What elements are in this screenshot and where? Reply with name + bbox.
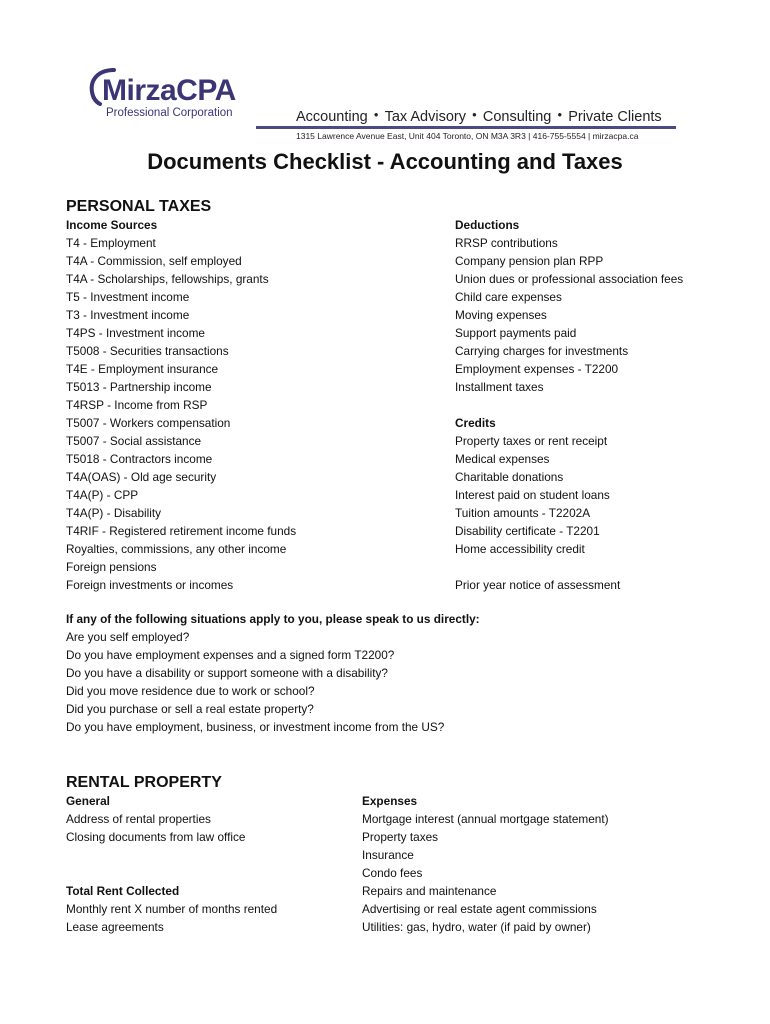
logo-subtitle: Professional Corporation: [106, 107, 233, 119]
deductions-credits-column: [455, 216, 683, 594]
list-item: T4RSP - Income from RSP: [66, 398, 208, 412]
income-sources-list: [66, 216, 296, 594]
rental-expenses-column: [362, 792, 609, 936]
list-item: T4RIF - Registered retirement income funds: [66, 524, 297, 538]
list-item: Utilities: gas, hydro, water (if paid by owner): [362, 920, 591, 934]
list-item: Mortgage interest (annual mortgage statement): [362, 812, 609, 826]
list-item: T5 - Investment income: [66, 290, 190, 304]
list-item: T4PS - Investment income: [66, 326, 205, 340]
list-item: Did you move residence due to work or school?: [66, 684, 315, 698]
list-item: Installment taxes: [455, 380, 544, 394]
list-item: Tuition amounts - T2202A: [455, 506, 591, 520]
spacer: [455, 396, 683, 414]
service-item: Consulting: [482, 109, 552, 125]
service-item: Private Clients: [568, 109, 662, 125]
list-item: RRSP contributions: [455, 236, 558, 250]
list-item: T5007 - Workers compensation: [66, 416, 231, 430]
list-item: Condo fees: [362, 866, 423, 880]
section-heading-rental-property: RENTAL PROPERTY: [66, 774, 222, 791]
list-item: Disability certificate - T2201: [455, 524, 600, 538]
bullet-separator-icon: ●: [557, 110, 563, 119]
list-item: Charitable donations: [455, 470, 564, 484]
logo-name: MirzaCPA: [102, 74, 236, 107]
list-item: T4A - Scholarships, fellowships, grants: [66, 272, 269, 286]
bullet-separator-icon: ●: [373, 110, 379, 119]
spacer: [66, 846, 277, 864]
list-item: Repairs and maintenance: [362, 884, 497, 898]
spacer: [66, 864, 277, 882]
list-item: T4E - Employment insurance: [66, 362, 219, 376]
rental-general-column: [66, 792, 277, 936]
list-item: Support payments paid: [455, 326, 577, 340]
spacer: [455, 558, 683, 576]
expenses-heading: Expenses: [362, 794, 418, 808]
list-item: Moving expenses: [455, 308, 547, 322]
list-item: Interest paid on student loans: [455, 488, 610, 502]
list-item: T5013 - Partnership income: [66, 380, 212, 394]
list-item: T5008 - Securities transactions: [66, 344, 229, 358]
list-item: Company pension plan RPP: [455, 254, 604, 268]
list-item: Are you self employed?: [66, 630, 190, 644]
list-item: Closing documents from law office: [66, 830, 246, 844]
header-divider: [256, 126, 676, 129]
section-heading-personal-taxes: PERSONAL TAXES: [66, 198, 212, 215]
page-title: Documents Checklist - Accounting and Taxes: [147, 149, 623, 174]
list-item: Do you have employment expenses and a signed form T2200?: [66, 648, 395, 662]
list-item: T5007 - Social assistance: [66, 434, 202, 448]
list-item: Royalties, commissions, any other income: [66, 542, 287, 556]
list-item: Employment expenses - T2200: [455, 362, 619, 376]
list-item: Do you have employment, business, or investment income from the US?: [66, 720, 445, 734]
list-item: Address of rental properties: [66, 812, 211, 826]
deductions-heading: Deductions: [455, 218, 520, 232]
list-item: Home accessibility credit: [455, 542, 585, 556]
list-item: Property taxes: [362, 830, 439, 844]
situations-list: [66, 610, 480, 736]
list-item: T4 - Employment: [66, 236, 156, 250]
list-item: Foreign investments or incomes: [66, 578, 234, 592]
list-item: Lease agreements: [66, 920, 164, 934]
list-item: T4A(P) - CPP: [66, 488, 139, 502]
prior-year-item: Prior year notice of assessment: [455, 578, 621, 592]
income-sources-heading: Income Sources: [66, 218, 158, 232]
list-item: Do you have a disability or support someone with a disability?: [66, 666, 388, 680]
company-address: 1315 Lawrence Avenue East, Unit 404 Toronto, ON M3A 3R3 | 416-755-5554 | mirzacpa.ca: [296, 131, 639, 141]
general-heading: General: [66, 794, 110, 808]
credits-heading: Credits: [455, 416, 496, 430]
service-item: Accounting: [296, 109, 368, 125]
situations-heading: If any of the following situations apply to you, please speak to us directly:: [66, 612, 480, 626]
company-logo: [88, 66, 258, 124]
list-item: T5018 - Contractors income: [66, 452, 213, 466]
list-item: T4A - Commission, self employed: [66, 254, 242, 268]
bullet-separator-icon: ●: [472, 110, 477, 119]
list-item: Insurance: [362, 848, 414, 862]
list-item: Foreign pensions: [66, 560, 157, 574]
service-item: Tax Advisory: [384, 109, 466, 125]
list-item: Union dues or professional association fees: [455, 272, 684, 286]
list-item: Medical expenses: [455, 452, 550, 466]
list-item: Advertising or real estate agent commissions: [362, 902, 597, 916]
total-rent-heading: Total Rent Collected: [66, 884, 180, 898]
list-item: Monthly rent X number of months rented: [66, 902, 278, 916]
list-item: T4A(P) - Disability: [66, 506, 162, 520]
list-item: T3 - Investment income: [66, 308, 190, 322]
list-item: Property taxes or rent receipt: [455, 434, 608, 448]
list-item: Did you purchase or sell a real estate property?: [66, 702, 314, 716]
list-item: Child care expenses: [455, 290, 562, 304]
letterhead: [0, 0, 770, 140]
services-tagline: [296, 106, 662, 126]
list-item: T4A(OAS) - Old age security: [66, 470, 217, 484]
list-item: Carrying charges for investments: [455, 344, 629, 358]
